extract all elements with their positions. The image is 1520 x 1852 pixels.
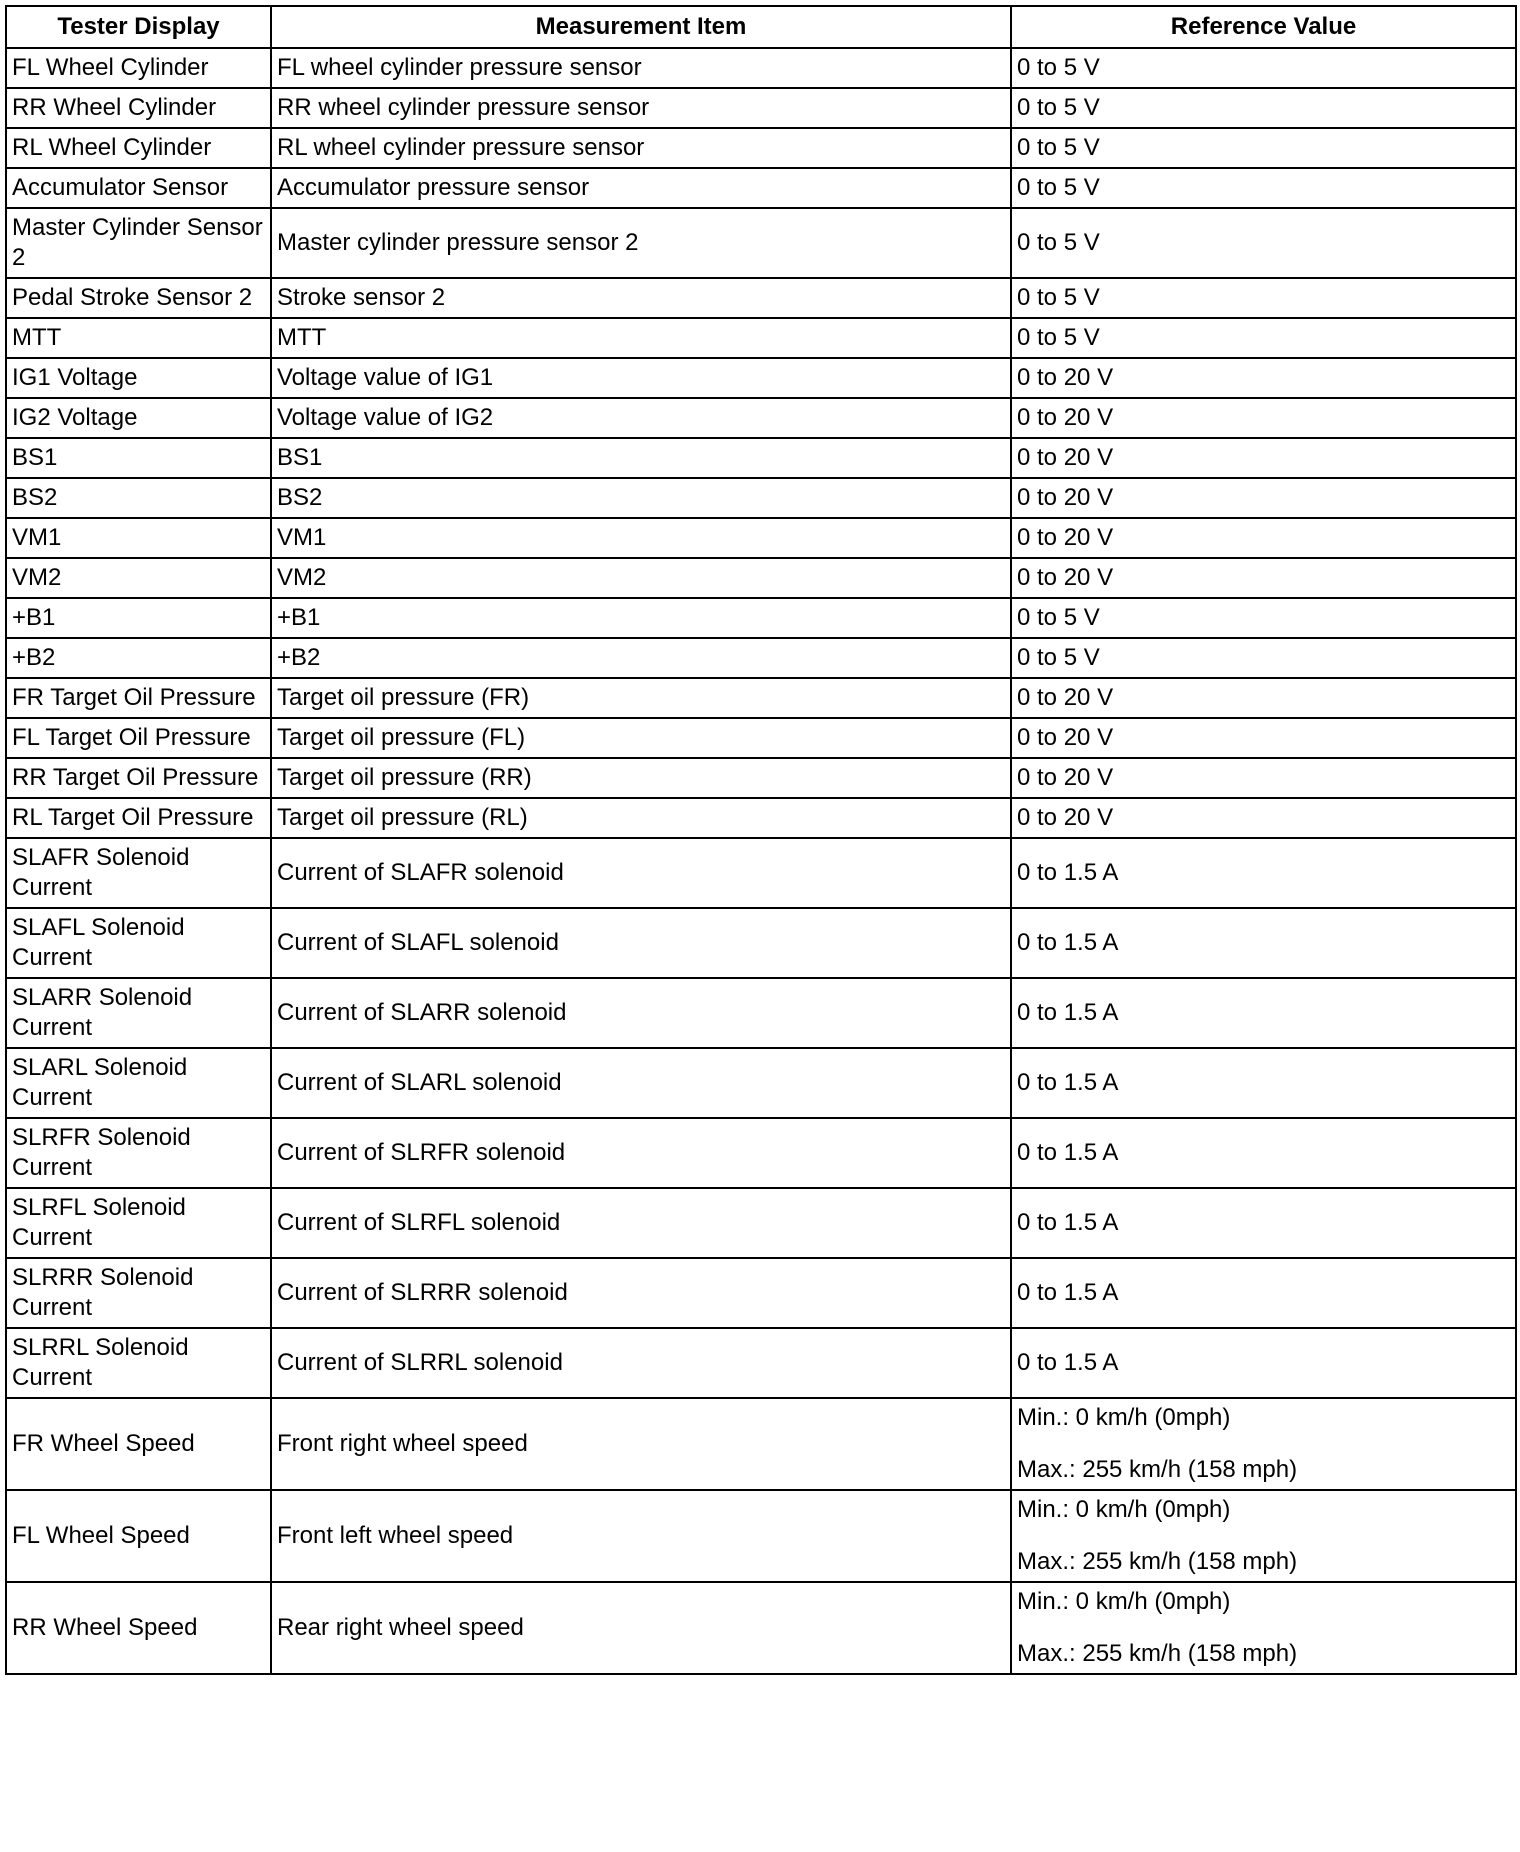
reference-value-cell: [1011, 518, 1516, 558]
reference-value-cell: [1011, 358, 1516, 398]
reference-value-line: Min.: 0 km/h (0mph): [1017, 1588, 1231, 1615]
measurement-item-cell: VM1: [271, 518, 1011, 558]
table-row: [6, 518, 1516, 558]
reference-value-cell: [1011, 1048, 1516, 1118]
measurement-item-cell: Current of SLAFR solenoid: [271, 838, 1011, 908]
reference-value-cell: [1011, 1398, 1516, 1490]
reference-value-cell: [1011, 978, 1516, 1048]
header-tester-display: Tester Display: [6, 6, 271, 48]
reference-value-cell: [1011, 208, 1516, 278]
table-row: [6, 838, 1516, 908]
tester-display-cell: SLRFR Solenoid Current: [6, 1118, 271, 1188]
measurement-item-cell: Target oil pressure (FL): [271, 718, 1011, 758]
measurement-item-cell: Current of SLRRR solenoid: [271, 1258, 1011, 1328]
reference-value-line: 0 to 20 V: [1017, 484, 1114, 511]
tester-display-cell: IG2 Voltage: [6, 398, 271, 438]
measurement-item-cell: FL wheel cylinder pressure sensor: [271, 48, 1011, 88]
reference-value-cell: [1011, 438, 1516, 478]
tester-display-cell: SLAFL Solenoid Current: [6, 908, 271, 978]
tester-display-cell: RR Wheel Cylinder: [6, 88, 271, 128]
table-row: [6, 1258, 1516, 1328]
measurement-item-cell: MTT: [271, 318, 1011, 358]
measurement-item-cell: Current of SLRRL solenoid: [271, 1328, 1011, 1398]
table-row: [6, 1048, 1516, 1118]
reference-value-line: 0 to 5 V: [1017, 324, 1100, 351]
tester-display-cell: RR Target Oil Pressure: [6, 758, 271, 798]
tester-display-cell: +B2: [6, 638, 271, 678]
table-row: [6, 478, 1516, 518]
table-row: [6, 598, 1516, 638]
measurement-item-cell: BS1: [271, 438, 1011, 478]
measurement-item-cell: +B1: [271, 598, 1011, 638]
measurement-item-cell: Current of SLARR solenoid: [271, 978, 1011, 1048]
reference-value-cell: [1011, 678, 1516, 718]
measurement-item-cell: Target oil pressure (FR): [271, 678, 1011, 718]
table-row: [6, 678, 1516, 718]
reference-value-line: 0 to 5 V: [1017, 229, 1100, 256]
reference-value-line: 0 to 1.5 A: [1017, 1279, 1119, 1306]
reference-value-line: 0 to 5 V: [1017, 134, 1100, 161]
reference-value-cell: [1011, 1328, 1516, 1398]
reference-value-line: 0 to 1.5 A: [1017, 859, 1119, 886]
measurement-item-cell: Master cylinder pressure sensor 2: [271, 208, 1011, 278]
measurement-item-cell: Rear right wheel speed: [271, 1582, 1011, 1674]
header-measurement-item: Measurement Item: [271, 6, 1011, 48]
reference-value-line: 0 to 1.5 A: [1017, 1139, 1119, 1166]
reference-value-line: 0 to 20 V: [1017, 764, 1114, 791]
table-row: [6, 48, 1516, 88]
tester-display-cell: +B1: [6, 598, 271, 638]
reference-value-line: 0 to 5 V: [1017, 94, 1100, 121]
tester-display-cell: FR Target Oil Pressure: [6, 678, 271, 718]
reference-value-line: Min.: 0 km/h (0mph): [1017, 1404, 1231, 1431]
reference-value-line: 0 to 1.5 A: [1017, 999, 1119, 1026]
measurement-item-cell: Current of SLRFR solenoid: [271, 1118, 1011, 1188]
measurement-item-cell: Voltage value of IG2: [271, 398, 1011, 438]
table-row: [6, 128, 1516, 168]
reference-value-line: 0 to 5 V: [1017, 174, 1100, 201]
reference-value-cell: [1011, 558, 1516, 598]
table-row: [6, 718, 1516, 758]
reference-value-line: 0 to 20 V: [1017, 524, 1114, 551]
reference-value-cell: [1011, 908, 1516, 978]
reference-value-cell: [1011, 48, 1516, 88]
reference-value-cell: [1011, 128, 1516, 168]
table-row: [6, 908, 1516, 978]
reference-value-line: Max.: 255 km/h (158 mph): [1017, 1640, 1298, 1667]
reference-value-line: 0 to 5 V: [1017, 54, 1100, 81]
header-reference-value: Reference Value: [1011, 6, 1516, 48]
measurement-item-cell: +B2: [271, 638, 1011, 678]
table-row: [6, 798, 1516, 838]
reference-value-line: 0 to 20 V: [1017, 684, 1114, 711]
tester-display-cell: VM1: [6, 518, 271, 558]
table-body: [6, 48, 1516, 1674]
reference-value-line: 0 to 20 V: [1017, 444, 1114, 471]
tester-display-cell: Pedal Stroke Sensor 2: [6, 278, 271, 318]
reference-value-line: 0 to 1.5 A: [1017, 929, 1119, 956]
tester-display-cell: SLAFR Solenoid Current: [6, 838, 271, 908]
reference-value-cell: [1011, 598, 1516, 638]
table-row: [6, 358, 1516, 398]
reference-value-line: Max.: 255 km/h (158 mph): [1017, 1456, 1298, 1483]
tester-display-cell: SLARR Solenoid Current: [6, 978, 271, 1048]
tester-display-cell: MTT: [6, 318, 271, 358]
measurement-item-cell: Current of SLRFL solenoid: [271, 1188, 1011, 1258]
reference-value-line: 0 to 20 V: [1017, 364, 1114, 391]
reference-value-cell: [1011, 838, 1516, 908]
table-row: [6, 438, 1516, 478]
table-row: [6, 558, 1516, 598]
reference-value-cell: [1011, 398, 1516, 438]
reference-value-cell: [1011, 718, 1516, 758]
table-row: [6, 318, 1516, 358]
measurement-item-cell: Target oil pressure (RR): [271, 758, 1011, 798]
tester-display-cell: SLRRL Solenoid Current: [6, 1328, 271, 1398]
table-row: [6, 1490, 1516, 1582]
reference-value-cell: [1011, 638, 1516, 678]
reference-value-line: 0 to 1.5 A: [1017, 1069, 1119, 1096]
reference-value-line: 0 to 20 V: [1017, 404, 1114, 431]
reference-value-cell: [1011, 1490, 1516, 1582]
reference-value-cell: [1011, 1188, 1516, 1258]
document-page: [5, 5, 1515, 1675]
reference-value-line: 0 to 1.5 A: [1017, 1209, 1119, 1236]
table-row: [6, 88, 1516, 128]
table-row: [6, 1188, 1516, 1258]
reference-value-line: 0 to 20 V: [1017, 724, 1114, 751]
reference-value-cell: [1011, 1258, 1516, 1328]
reference-value-line: 0 to 5 V: [1017, 604, 1100, 631]
table-row: [6, 398, 1516, 438]
measurement-item-cell: RR wheel cylinder pressure sensor: [271, 88, 1011, 128]
reference-value-cell: [1011, 168, 1516, 208]
table-row: [6, 978, 1516, 1048]
tester-display-cell: FR Wheel Speed: [6, 1398, 271, 1490]
measurement-item-cell: Stroke sensor 2: [271, 278, 1011, 318]
reference-value-line: Max.: 255 km/h (158 mph): [1017, 1548, 1298, 1575]
measurement-item-cell: RL wheel cylinder pressure sensor: [271, 128, 1011, 168]
table-row: [6, 208, 1516, 278]
measurement-item-cell: BS2: [271, 478, 1011, 518]
reference-value-cell: [1011, 478, 1516, 518]
table-row: [6, 1328, 1516, 1398]
tester-display-cell: RL Wheel Cylinder: [6, 128, 271, 168]
tester-display-cell: FL Target Oil Pressure: [6, 718, 271, 758]
tester-display-cell: SLRFL Solenoid Current: [6, 1188, 271, 1258]
reference-value-cell: [1011, 798, 1516, 838]
tester-display-cell: BS1: [6, 438, 271, 478]
table-row: [6, 758, 1516, 798]
reference-value-cell: [1011, 88, 1516, 128]
measurement-item-cell: VM2: [271, 558, 1011, 598]
reference-value-line: Min.: 0 km/h (0mph): [1017, 1496, 1231, 1523]
tester-display-cell: VM2: [6, 558, 271, 598]
reference-value-table: [5, 5, 1517, 1675]
table-row: [6, 1582, 1516, 1674]
tester-display-cell: FL Wheel Speed: [6, 1490, 271, 1582]
tester-display-cell: SLARL Solenoid Current: [6, 1048, 271, 1118]
reference-value-cell: [1011, 1582, 1516, 1674]
tester-display-cell: SLRRR Solenoid Current: [6, 1258, 271, 1328]
measurement-item-cell: Voltage value of IG1: [271, 358, 1011, 398]
measurement-item-cell: Accumulator pressure sensor: [271, 168, 1011, 208]
tester-display-cell: FL Wheel Cylinder: [6, 48, 271, 88]
measurement-item-cell: Current of SLAFL solenoid: [271, 908, 1011, 978]
reference-value-line: 0 to 20 V: [1017, 564, 1114, 591]
table-row: [6, 168, 1516, 208]
table-row: [6, 1118, 1516, 1188]
tester-display-cell: BS2: [6, 478, 271, 518]
tester-display-cell: RL Target Oil Pressure: [6, 798, 271, 838]
reference-value-line: 0 to 20 V: [1017, 804, 1114, 831]
tester-display-cell: IG1 Voltage: [6, 358, 271, 398]
tester-display-cell: Accumulator Sensor: [6, 168, 271, 208]
table-row: [6, 278, 1516, 318]
table-header-row: [6, 6, 1516, 48]
reference-value-line: 0 to 5 V: [1017, 644, 1100, 671]
table-row: [6, 1398, 1516, 1490]
measurement-item-cell: Front left wheel speed: [271, 1490, 1011, 1582]
table-row: [6, 638, 1516, 678]
reference-value-cell: [1011, 318, 1516, 358]
reference-value-line: 0 to 1.5 A: [1017, 1349, 1119, 1376]
reference-value-cell: [1011, 278, 1516, 318]
measurement-item-cell: Target oil pressure (RL): [271, 798, 1011, 838]
reference-value-line: 0 to 5 V: [1017, 284, 1100, 311]
reference-value-cell: [1011, 1118, 1516, 1188]
measurement-item-cell: Front right wheel speed: [271, 1398, 1011, 1490]
reference-value-cell: [1011, 758, 1516, 798]
tester-display-cell: RR Wheel Speed: [6, 1582, 271, 1674]
measurement-item-cell: Current of SLARL solenoid: [271, 1048, 1011, 1118]
tester-display-cell: Master Cylinder Sensor 2: [6, 208, 271, 278]
